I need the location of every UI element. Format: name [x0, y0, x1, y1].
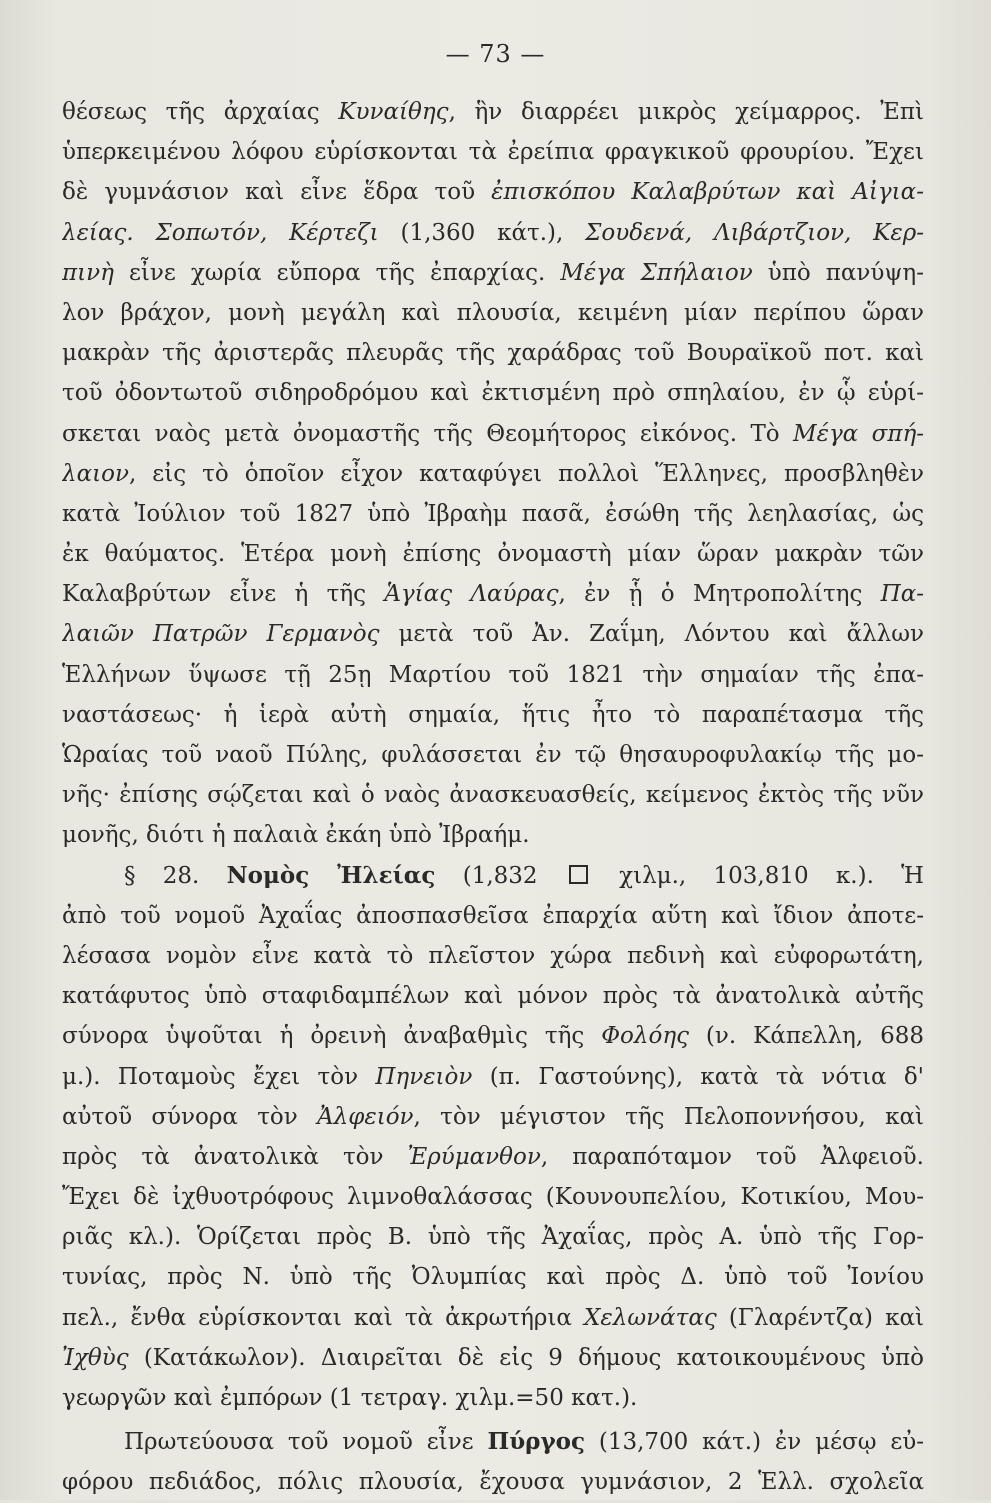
text-run: (Γλαρέντζα) καὶ [716, 1304, 924, 1331]
bold-heading: Νομὸς Ἠλείας [226, 861, 436, 889]
italic-term: Χελωνάτας [584, 1304, 717, 1331]
text-line [62, 253, 924, 293]
text-run: (π. Γαστούνης), κατὰ τὰ νότια δ' [472, 1063, 924, 1090]
text-run: Ἑλλήνων ὕψωσε τῇ 25ῃ Μαρτίου τοῦ 1821 τὴν σημαίαν τῆς ἐπα- [62, 661, 924, 688]
text-run: ναστάσεως· ἡ ἱερὰ αὐτὴ σημαία, ἥτις ἦτο τὸ παραπέτασμα τῆς [62, 701, 924, 728]
text-line [62, 1057, 924, 1097]
text-line [62, 896, 924, 936]
italic-term: Φολόης [601, 1023, 689, 1050]
text-line [62, 132, 924, 172]
text-run: μετὰ τοῦ Ἀν. Ζαΐμη, Λόντου καὶ ἄλλων [379, 621, 924, 648]
text-run: (1,832 [435, 862, 565, 889]
text-line [62, 1097, 924, 1137]
text-run: Καλαβρύτων εἶνε ἡ τῆς [62, 581, 385, 608]
text-line [62, 775, 924, 815]
text-line [62, 735, 924, 775]
text-line [62, 172, 924, 212]
text-run: κατὰ Ἰούλιον τοῦ 1827 ὑπὸ Ἰβραὴμ πασᾶ, ἐσώθη τῆς λεηλασίας, ὡς [62, 500, 924, 527]
italic-term: πινὴ [62, 259, 114, 286]
text-run: ἀπὸ τοῦ νομοῦ Ἀχαΐας ἀποσπασθεῖσα ἐπαρχία αὕτη καὶ ἴδιον ἀποτε- [62, 902, 924, 929]
text-run: § 28. [124, 862, 227, 889]
text-line [62, 1462, 924, 1502]
text-line [62, 454, 924, 494]
text-line [62, 293, 924, 333]
text-run: μακρὰν τῆς ἀριστερᾶς πλευρᾶς τῆς χαράδρας τοῦ Βουραϊκοῦ ποτ. καὶ [62, 340, 924, 367]
text-line [62, 655, 924, 695]
text-run: λον βράχον, μονὴ μεγάλη καὶ πλουσία, κειμένη μίαν περίπου ὥραν [62, 299, 924, 326]
text-run: , εἰς τὸ ὁποῖον εἶχον καταφύγει πολλοὶ Ἕλληνες, προσβληθὲν [128, 460, 924, 487]
text-line [62, 1257, 924, 1297]
text-run: σκεται ναὸς μετὰ ὀνομαστῆς τῆς Θεομήτορος εἰκόνος. Τὸ [62, 420, 794, 447]
text-run: τυνίας, πρὸς Ν. ὑπὸ τῆς Ὀλυμπίας καὶ πρὸς Δ. ὑπὸ τοῦ Ἰονίου [62, 1264, 924, 1291]
text-line [62, 936, 924, 976]
bold-heading: Πύργος [487, 1428, 585, 1456]
text-run: λέσασα νομὸν εἶνε κατὰ τὸ πλεῖστον χώρα πεδινὴ καὶ εὐφορωτάτη, [62, 942, 924, 969]
italic-term: Μέγα Σπήλαιον [560, 259, 753, 286]
text-run: (Κατάκωλον). Διαιρεῖται δὲ εἰς 9 δήμους κατοικουμένους ὑπὸ [128, 1344, 924, 1371]
text-run: πρὸς τὰ ἀνατολικὰ τὸν [62, 1143, 408, 1170]
text-run: εἶνε χωρία εὔπορα τῆς ἐπαρχίας. [113, 259, 561, 286]
italic-term: Σουδενά, Λιβάρτζιον, Κερ- [585, 219, 924, 246]
text-run: , ἣν διαρρέει μικρὸς χείμαρρος. Ἐπὶ [448, 99, 924, 125]
text-run: (1,360 κάτ.), [378, 219, 586, 246]
italic-term: λαιον [62, 460, 129, 487]
text-run: νῆς· ἐπίσης σῴζεται καὶ ὁ ναὸς ἀνασκευασθείς, κείμενος ἐκτὸς τῆς νῦν [62, 782, 924, 809]
text-run: Ἔχει δὲ ἰχθυοτρόφους λιμνοθαλάσσας (Κουνουπελίου, Κοτικίου, Μου- [62, 1184, 924, 1211]
text-run: μονῆς, διότι ἡ παλαιὰ ἐκάη ὑπὸ Ἰβραήμ. [62, 822, 530, 849]
text-run: (13,700 κάτ.) ἐν μέσῳ εὐ- [584, 1429, 924, 1456]
text-line [62, 856, 924, 896]
text-run: κατάφυτος ὑπὸ σταφιδαμπέλων καὶ μόνον πρὸς τὰ ἀνατολικὰ αὐτῆς [62, 983, 924, 1010]
text-line [62, 815, 924, 855]
text-run: ριᾶς κλ.). Ὁρίζεται πρὸς Β. ὑπὸ τῆς Ἀχαΐας, πρὸς Α. ὑπὸ τῆς Γορ- [62, 1224, 924, 1251]
text-run: φόρου πεδιάδος, πόλις πλουσία, ἔχουσα γυμνάσιον, 2 Ἑλλ. σχολεῖα [62, 1469, 924, 1496]
text-line [62, 373, 924, 413]
body-text [62, 92, 924, 1503]
text-line [62, 1137, 924, 1177]
text-run: πελ., ἔνθα εὑρίσκονται καὶ τὰ ἀκρωτήρια [62, 1304, 585, 1331]
italic-term: λείας. Σοπωτόν, Κέρτεζι [62, 219, 379, 246]
text-run: δὲ γυμνάσιον καὶ εἶνε ἕδρα τοῦ [62, 179, 492, 206]
text-run: χιλμ., 103,810 κ.). Ἡ [591, 862, 924, 889]
italic-term: Ἐρύμανθον [407, 1143, 541, 1170]
text-line [62, 976, 924, 1016]
text-line [62, 1338, 924, 1378]
text-line [62, 534, 924, 574]
italic-term: Κυναίθης [338, 99, 449, 125]
text-run: , παραπόταμον τοῦ Ἀλφειοῦ. [540, 1143, 924, 1170]
text-run: (ν. Κάπελλη, 688 [688, 1023, 924, 1050]
text-run: , ἐν ᾗ ὁ Μητροπολίτης [558, 581, 881, 608]
text-line [62, 1422, 924, 1462]
text-run: σύνορα ὑψοῦται ἡ ὀρεινὴ ἀναβαθμὶς τῆς [62, 1023, 602, 1050]
text-line [62, 1298, 924, 1338]
text-line [62, 333, 924, 373]
page-number: — 73 — [445, 40, 546, 68]
text-run: , τὸν μέγιστον τῆς Πελοποννήσου, καὶ [413, 1103, 924, 1130]
text-line [62, 494, 924, 534]
text-line [62, 1378, 924, 1418]
text-run: ὑπὸ πανύψη- [752, 259, 924, 286]
italic-term: Ἁγίας Λαύρας [384, 581, 559, 608]
text-line [62, 695, 924, 735]
text-run: μ.). Ποταμοὺς ἔχει τὸν [62, 1063, 376, 1090]
text-line [62, 414, 924, 454]
text-run: ἐκ θαύματος. Ἑτέρα μονὴ ἐπίσης ὀνομαστὴ μίαν ὥραν μακρὰν τῶν [62, 541, 924, 568]
italic-term: Μέγα σπή- [793, 420, 924, 447]
text-run: αὐτοῦ σύνορα τὸν [62, 1103, 318, 1130]
text-run: Πρωτεύουσα τοῦ νομοῦ εἶνε [124, 1429, 488, 1456]
text-line [62, 1016, 924, 1056]
text-line [62, 92, 924, 132]
text-line [62, 574, 924, 614]
text-line [62, 1177, 924, 1217]
text-run: ὑπερκειμένου λόφου εὑρίσκονται τὰ ἐρείπια φραγκικοῦ φρουρίου. Ἔχει [62, 139, 924, 166]
text-run: Ὡραίας τοῦ ναοῦ Πύλης, φυλάσσεται ἐν τῷ θησαυροφυλακίῳ τῆς μο- [62, 742, 924, 768]
text-run: τοῦ ὀδοντωτοῦ σιδηροδρόμου καὶ ἐκτισμένη πρὸ σπηλαίου, ἐν ᾧ εὑρί- [62, 380, 924, 407]
square-symbol-icon [569, 865, 588, 884]
italic-term: Ἀλφειόν [317, 1103, 414, 1130]
text-run: θέσεως τῆς ἀρχαίας [62, 99, 339, 125]
text-line [62, 213, 924, 253]
italic-term: ἐπισκόπου Καλαβρύτων καὶ Αἰγια- [491, 179, 924, 206]
italic-term: λαιῶν Πατρῶν Γερμανὸς [62, 621, 380, 648]
italic-term: Ἰχθὺς [62, 1344, 129, 1371]
italic-term: Πα- [880, 581, 924, 608]
text-line [62, 1217, 924, 1257]
text-run: γεωργῶν καὶ ἐμπόρων (1 τετραγ. χιλμ.=50 κατ.). [62, 1385, 638, 1411]
text-line [62, 614, 924, 654]
italic-term: Πηνειὸν [375, 1063, 473, 1090]
